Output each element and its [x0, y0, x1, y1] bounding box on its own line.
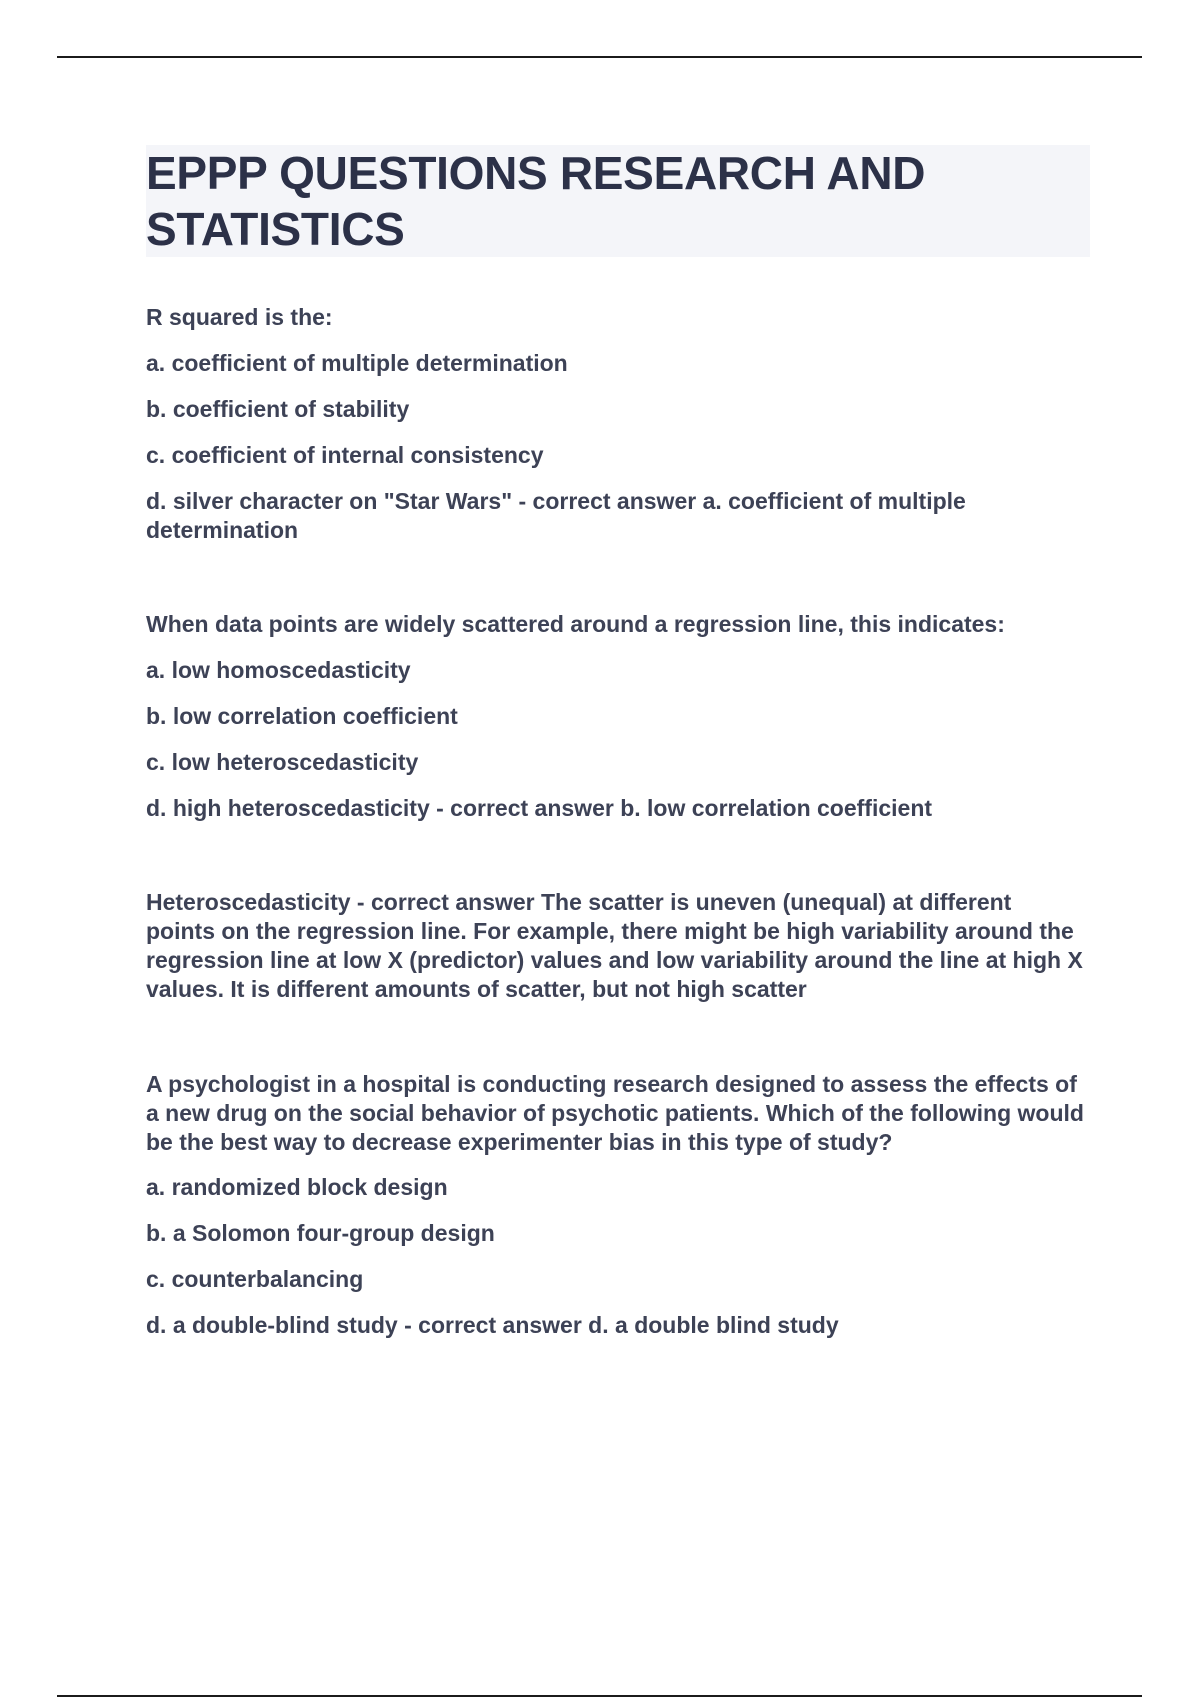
answer-option: c. low heteroscedasticity: [146, 749, 419, 775]
answer-option: d. silver character on "Star Wars" - correct answer a. coefficient of multiple determination: [146, 488, 966, 543]
bottom-rule: [57, 1695, 1142, 1697]
question-block-1: [146, 303, 1086, 562]
answer-option: a. coefficient of multiple determination: [146, 350, 568, 376]
question-block-4: [146, 1070, 1086, 1357]
definition-text: Heteroscedasticity - correct answer The scatter is uneven (unequal) at different points on the regression line. For example, there might be high variability around the regression line at low X (predictor) values and low variability around the line at high X values. It is different amounts of scatter, but not high scatter: [146, 889, 1083, 1002]
page-title: EPPP QUESTIONS RESEARCH AND STATISTICS: [146, 147, 926, 255]
answer-option: d. high heteroscedasticity - correct answer b. low correlation coefficient: [146, 795, 933, 821]
answer-option: d. a double-blind study - correct answer d. a double blind study: [146, 1312, 839, 1338]
title-box: [146, 145, 1090, 257]
answer-option: c. coefficient of internal consistency: [146, 442, 544, 468]
answer-option: b. a Solomon four-group design: [146, 1220, 495, 1246]
answer-option: c. counterbalancing: [146, 1266, 364, 1292]
top-rule: [57, 56, 1142, 58]
definition-block: [146, 888, 1086, 1004]
question-block-2: [146, 610, 1086, 840]
question-stem: A psychologist in a hospital is conducting research designed to assess the effects of a new drug on the social behavior of psychotic patients. Which of the following would be the best way to decrease experimenter bias in this type of study?: [146, 1071, 1084, 1155]
answer-option: b. coefficient of stability: [146, 396, 410, 422]
answer-option: a. low homoscedasticity: [146, 657, 411, 683]
question-stem: R squared is the:: [146, 304, 333, 330]
answer-option: b. low correlation coefficient: [146, 703, 458, 729]
question-stem: When data points are widely scattered around a regression line, this indicates:: [146, 611, 1005, 637]
answer-option: a. randomized block design: [146, 1174, 448, 1200]
